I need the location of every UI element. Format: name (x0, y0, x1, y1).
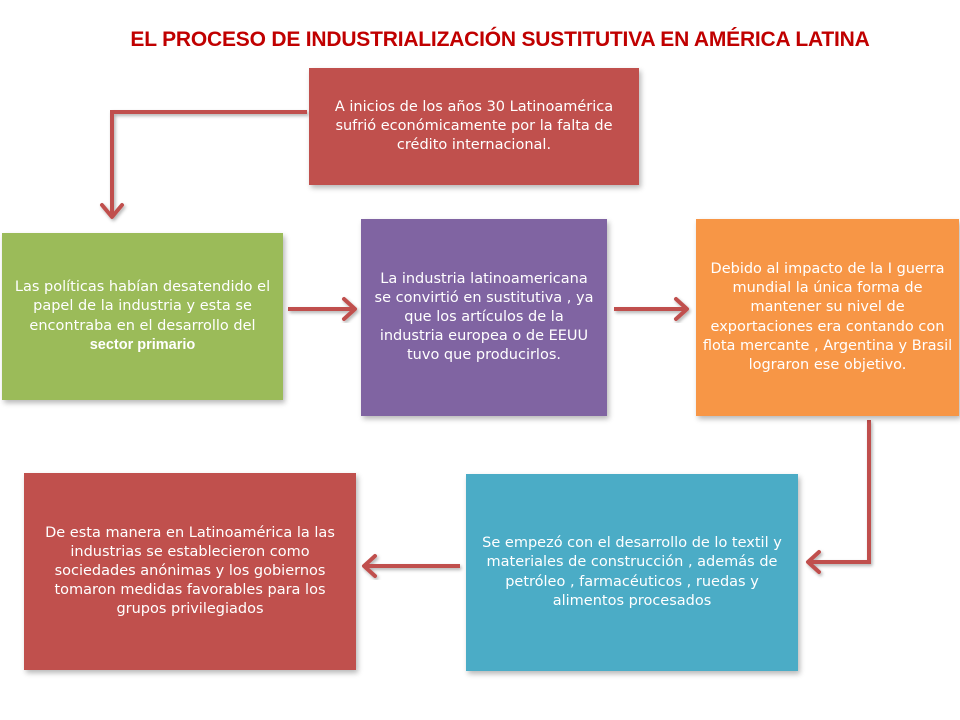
step-box-text-regular: Las políticas habían desatendido el papel de la industria y esta se encontraba en el desarrollo del (14, 279, 271, 334)
step-box-text (10, 278, 275, 355)
step-box-textile-development (466, 474, 798, 671)
arrow-box2-to-box3 (288, 299, 355, 319)
step-box-substitutive-industry (361, 219, 607, 416)
arrow-box1-to-box2 (102, 112, 307, 217)
arrow-box4-to-box5 (808, 420, 869, 572)
step-box-world-war-exports (696, 219, 959, 416)
step-box-text: Se empezó con el desarrollo de lo textil y materiales de construcción , además de petróleo , farmacéuticos , ruedas y alimentos procesados (482, 535, 782, 609)
step-box-primary-sector (2, 233, 283, 400)
step-box-text: Debido al impacto de la I guerra mundial la única forma de mantener su nivel de exportaciones era contando con flota mercante , Argentina y Brasil lograron ese objetivo. (702, 261, 953, 373)
step-box-text-bold: sector primario (89, 336, 196, 353)
step-box-text: A inicios de los años 30 Latinoamérica sufrió económicamente por la falta de crédito internacional. (334, 98, 614, 154)
diagram-title: EL PROCESO DE INDUSTRIALIZACIÓN SUSTITUTIVA EN AMÉRICA LATINA (130, 28, 870, 51)
step-box-credit-crisis (309, 68, 639, 185)
arrow-box3-to-box4 (614, 299, 687, 319)
step-box-corporations-policies (24, 473, 356, 670)
arrow-box5-to-box6 (364, 556, 460, 576)
step-box-text: La industria latinoamericana se convirtió en sustitutiva , ya que los artículos de la industria europea o de EEUU tuvo que producirlos. (374, 270, 594, 364)
step-box-text: De esta manera en Latinoamérica la las industrias se establecieron como sociedades anónimas y los gobiernos tomaron medidas favorables para los grupos privilegiados (45, 524, 335, 618)
